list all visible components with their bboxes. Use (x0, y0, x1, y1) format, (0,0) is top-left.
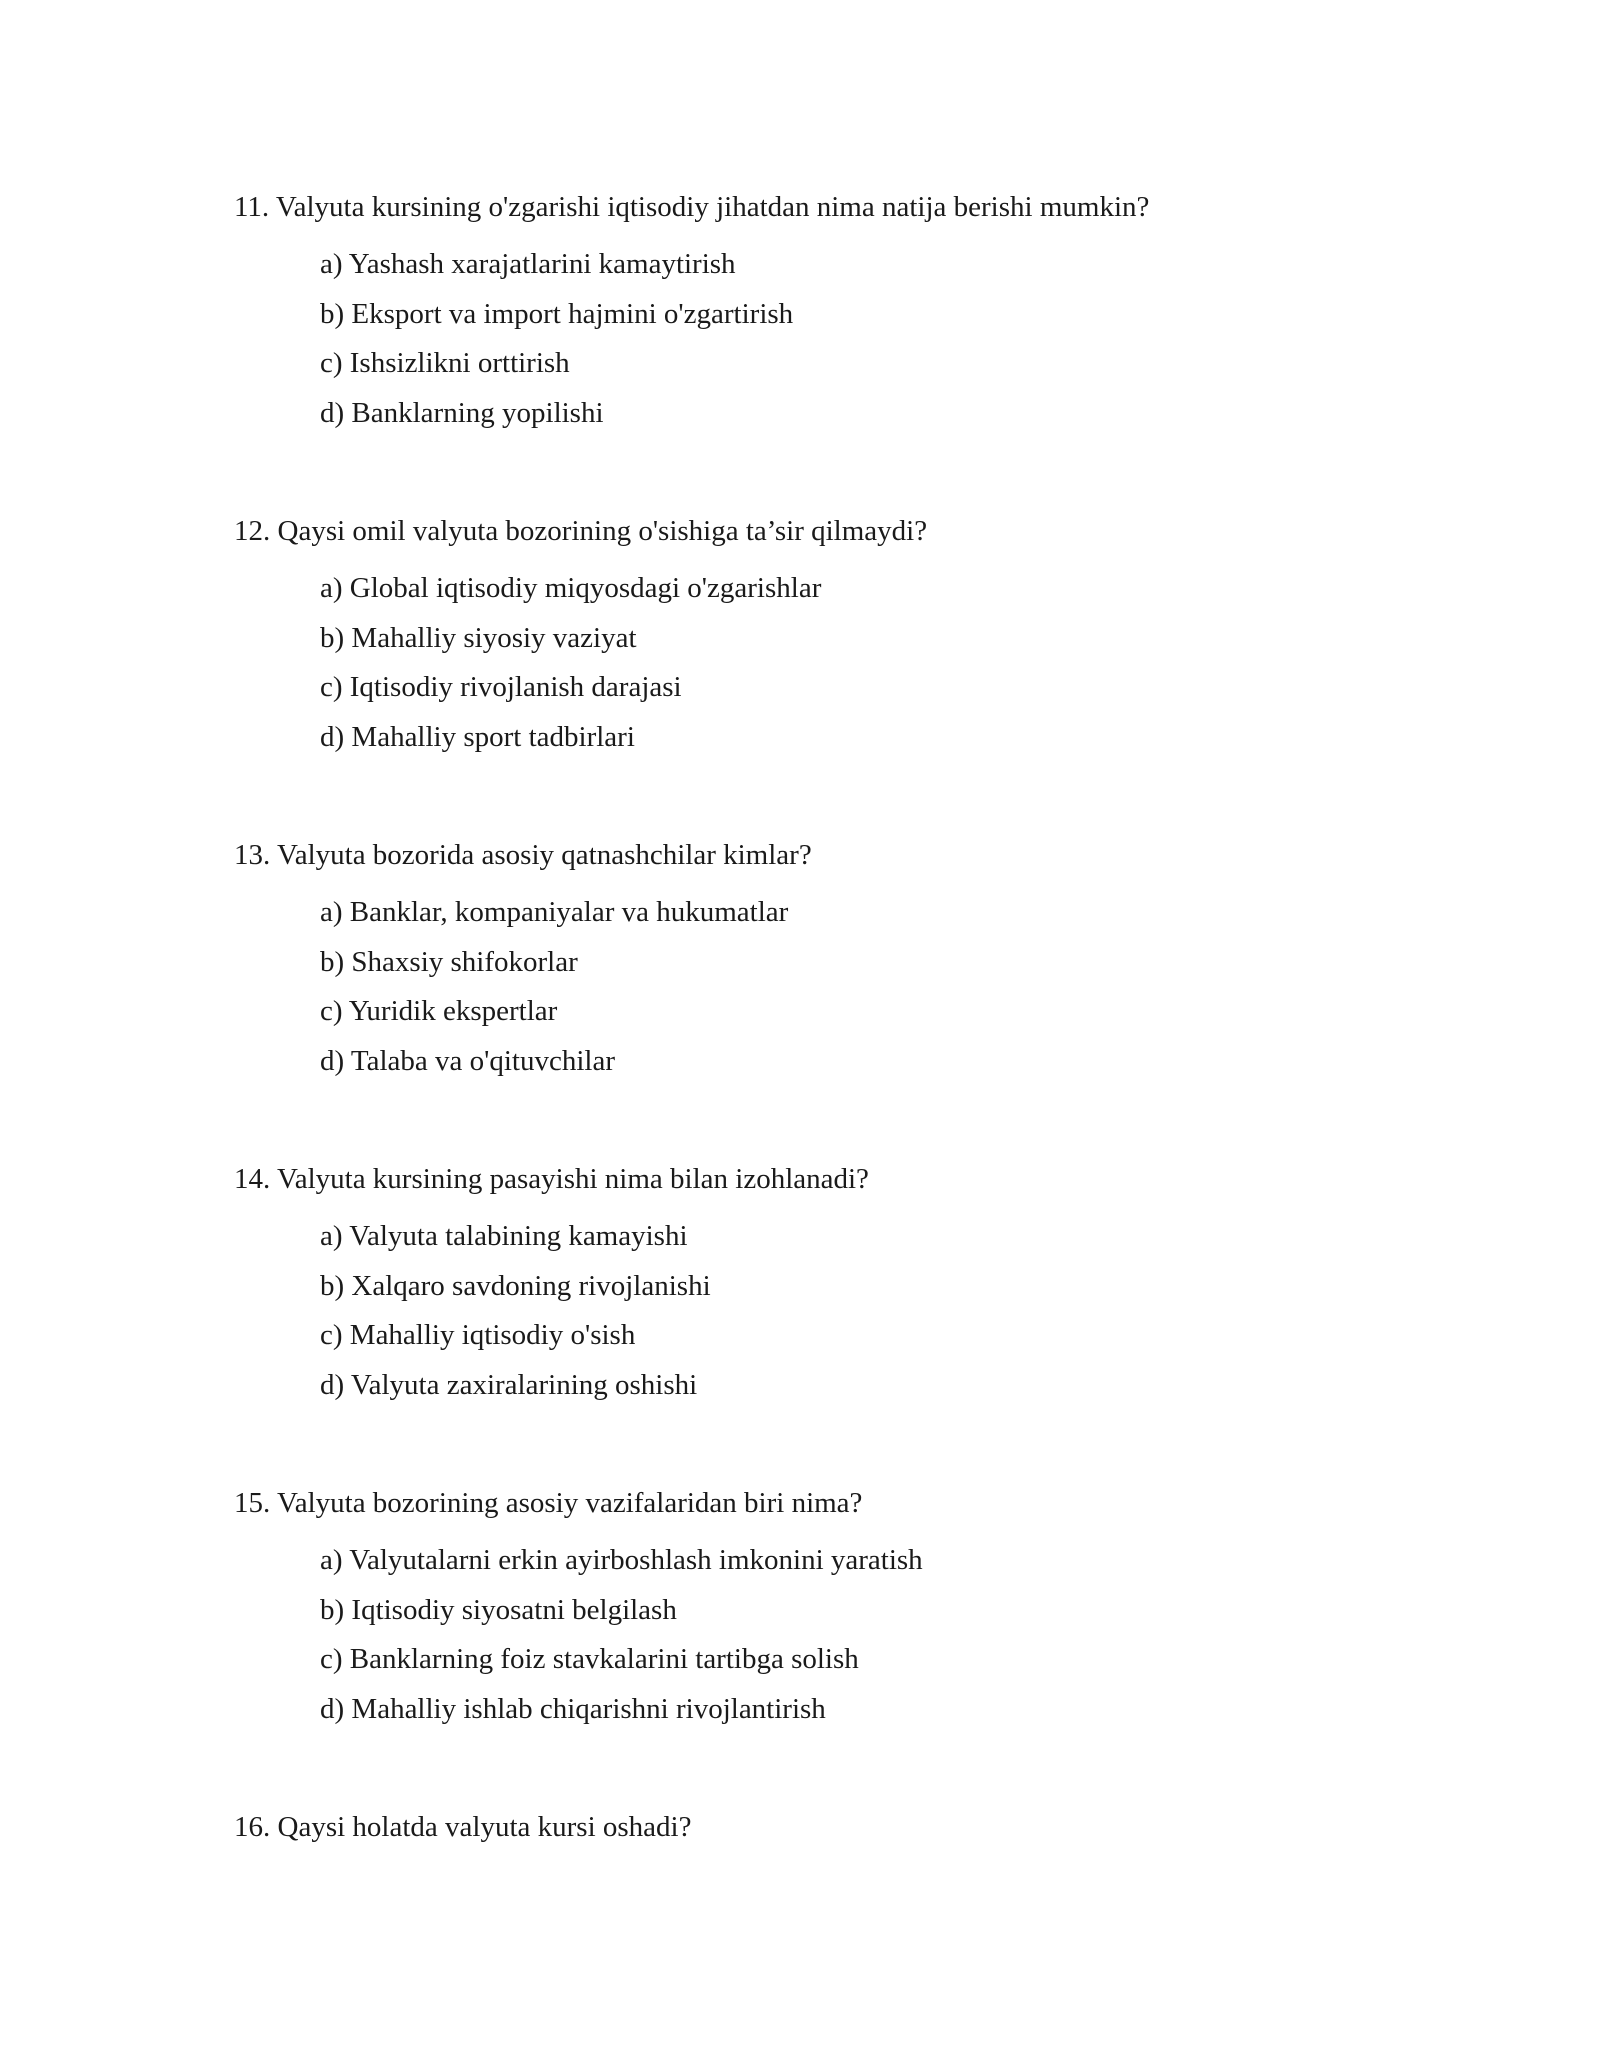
answer-option-b: b) Shaxsiy shifokorlar (320, 945, 578, 978)
answer-option-a: a) Valyuta talabining kamayishi (320, 1220, 688, 1252)
answer-option-c: c) Banklarning foiz stavkalarini tartibga solish (320, 1643, 859, 1675)
answer-option-c: c) Yuridik ekspertlar (320, 995, 558, 1027)
question-13 (234, 835, 1434, 1090)
question-title: 16. Qaysi holatda valyuta kursi oshadi? (234, 1811, 692, 1843)
answer-option-b: b) Iqtisodiy siyosatni belgilash (320, 1593, 677, 1626)
question-title: 13. Valyuta bozorida asosiy qatnashchilar kimlar? (234, 839, 812, 871)
answer-option-d: d) Banklarning yopilishi (320, 396, 604, 429)
answer-option-c: c) Mahalliy iqtisodiy o'sish (320, 1319, 636, 1351)
answer-options (234, 244, 1434, 442)
question-15 (234, 1483, 1434, 1738)
answer-option-b: b) Eksport va import hajmini o'zgartirish (320, 297, 794, 330)
answer-option-a: a) Valyutalarni erkin ayirboshlash imkonini yaratish (320, 1544, 923, 1576)
question-11 (234, 187, 1434, 442)
question-title: 14. Valyuta kursining pasayishi nima bilan izohlanadi? (234, 1163, 869, 1195)
question-14 (234, 1159, 1434, 1414)
answer-option-a: a) Yashash xarajatlarini kamaytirish (320, 248, 736, 280)
answer-option-d: d) Mahalliy sport tadbirlari (320, 720, 635, 753)
question-title: 15. Valyuta bozorining asosiy vazifalaridan biri nima? (234, 1487, 863, 1519)
answer-options (234, 1540, 1434, 1738)
answer-option-a: a) Global iqtisodiy miqyosdagi o'zgarishlar (320, 572, 822, 604)
question-16 (234, 1807, 1434, 1847)
answer-option-d: d) Talaba va o'qituvchilar (320, 1044, 615, 1077)
answer-option-d: d) Mahalliy ishlab chiqarishni rivojlantirish (320, 1692, 826, 1725)
answer-options (234, 568, 1434, 766)
answer-options (234, 1216, 1434, 1414)
answer-option-d: d) Valyuta zaxiralarining oshishi (320, 1368, 698, 1401)
answer-option-b: b) Xalqaro savdoning rivojlanishi (320, 1269, 711, 1302)
question-title: 12. Qaysi omil valyuta bozorining o'sishiga ta’sir qilmaydi? (234, 515, 928, 547)
answer-option-b: b) Mahalliy siyosiy vaziyat (320, 621, 637, 654)
question-title: 11. Valyuta kursining o'zgarishi iqtisodiy jihatdan nima natija berishi mumkin? (234, 191, 1150, 223)
answer-option-c: c) Ishsizlikni orttirish (320, 347, 570, 379)
answer-option-c: c) Iqtisodiy rivojlanish darajasi (320, 671, 682, 703)
question-12 (234, 511, 1434, 766)
answer-option-a: a) Banklar, kompaniyalar va hukumatlar (320, 896, 789, 928)
answer-options (234, 892, 1434, 1090)
